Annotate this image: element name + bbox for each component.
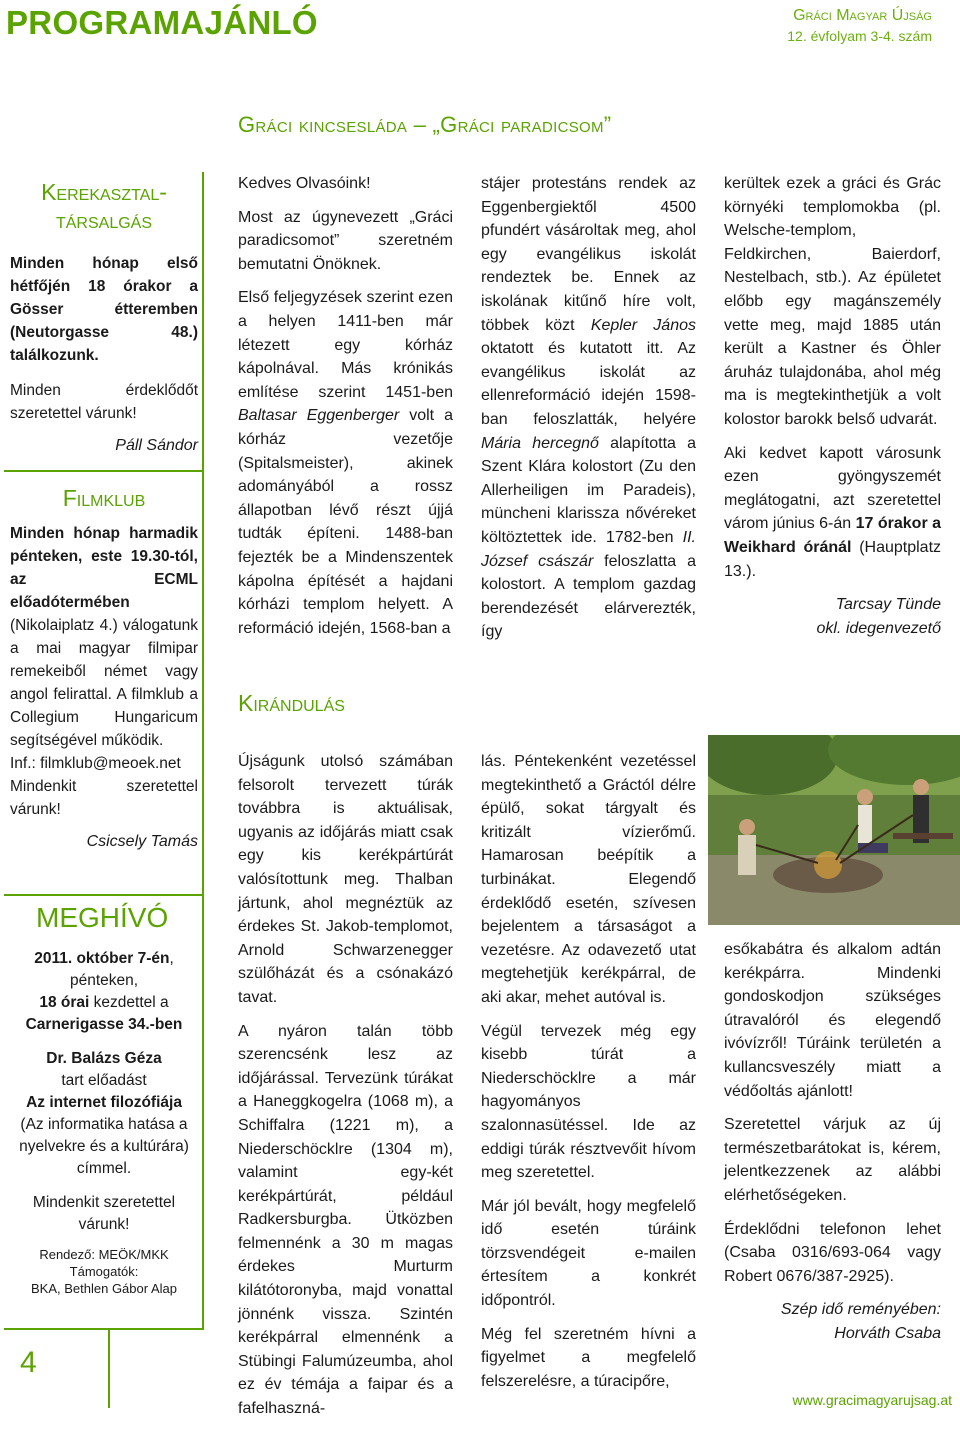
kerekasztal-title <box>10 178 198 234</box>
page-title: PROGRAMAJÁNLÓ <box>6 4 318 41</box>
kirandulas-b3-p2: Szeretettel várjuk az új természetbarátokat is, kérem, jelentkezzenek az alábbi elérhetőségeken. <box>724 1116 941 1204</box>
article-c2-jozsef: II. József császár <box>481 528 696 570</box>
meghivo-date-bold: 2011. október 7-én <box>34 950 170 967</box>
kirandulas-b3-p3: Érdeklődni telefonon lehet (Csaba 0316/693-064 vagy Robert 0676/387-2925). <box>724 1220 941 1285</box>
article-history-cont <box>481 172 696 644</box>
kerekasztal-signature: Páll Sándor <box>115 437 198 454</box>
article-c2-c: alapította a Szent Klára kolostort (Zu den Allerheiligen im Paradeis), müncheni klarissza nővéreket költöztettek ide. 1782-ben <box>481 434 696 546</box>
article-greeting: Kedves Olvasóink! <box>238 175 371 192</box>
masthead <box>787 6 932 46</box>
kirandulas-column-1 <box>238 750 453 1431</box>
meghivo-organizer: Rendező: MEÖK/MKK <box>39 1247 169 1262</box>
article-c3-p2 <box>724 442 941 584</box>
meghivo-place: Carnerigasse 34.-ben <box>25 1016 183 1033</box>
kerekasztal-section <box>10 178 198 455</box>
meghivo-date-rest: , pénteken, <box>69 950 174 989</box>
kirandulas-column-3 <box>724 938 941 1346</box>
filmklub-description: (Nikolaiplatz 4.) válogatunk a mai magyar filmipar remekeiből német vagy angol felirattal. A filmklub a Collegium Hungaricum segítségével működik. <box>10 617 198 749</box>
article-c2-kepler: Kepler János <box>590 316 696 334</box>
filmklub-body <box>10 522 198 752</box>
meghivo-lecture-title: Az internet filozófiája <box>26 1094 182 1111</box>
kirandulas-b2-p1: lás. Péntekenként vezetéssel megtekinthető a Gráctól délre épülő, sokat tárgyalt és kritizált vízierőmű. Hamarosan beépítik a turbinákat. Elegendő érdeklődő esetén, szívesen bejelentem a társaságot a vezetésre. Az odavezető utat megtehetjük kerékpárral, de aki akar, mehet autóval is. <box>481 753 696 1006</box>
meghivo-time <box>10 992 198 1014</box>
article-column-2 <box>481 172 696 654</box>
kerekasztal-title-line1: Kerekasztal- <box>41 179 167 205</box>
campfire-photo-drawing <box>708 735 960 925</box>
meghivo-supporters: BKA, Bethlen Gábor Alap <box>31 1281 177 1296</box>
article-c3-p2-a: Aki kedvet kapott városunk ezen gyöngyszemét meglátogatni, azt szeretettel várom június 6-án <box>724 444 941 533</box>
meghivo-closing: Mindenkit szeretettel várunk! <box>32 1194 176 1233</box>
article-c3-p2-bold: 17 órakor a Weikhard óránál <box>724 515 942 556</box>
meghivo-time-rest: kezdettel a <box>89 994 169 1011</box>
kirandulas-signature-line2: Horváth Csaba <box>834 1324 941 1342</box>
article-c2-a: stájer protestáns rendek az Eggenbergiektől 4500 pfundért vásároltak meg, ahol egy evangélikus iskolát rendeztek be. Ennek az iskolának kitűnő híre volt, többek közt <box>481 175 696 334</box>
article-history-a: Első feljegyzések szerint ezen a helyen 1411-ben már létezett egy kórház kápolnával. Más krónikás említése szerint 1451-ben <box>238 289 453 401</box>
footer-url[interactable]: www.gracimagyarujsag.at <box>792 1392 952 1408</box>
sidebar-divider <box>4 894 202 896</box>
kirandulas-b1-p2: A nyáron talán több szerencsénk lesz az időjárással. Tervezünk túrákat a Haneggkogelra (1068 m), a Schiffalra (1221 m), a Niederschöcklre (1304 m), valamint egy-két kerékpártúrát, például Radkersburgba. Ütközben felmennénk a 30 m magas érdekes Murturm kilátótoronyba, majd vonattal jönnénk vissza. Szintén kerékpárral elmennénk a Stübingi Falumúzeumba, ahol ez év témája a faipar és a fafelhaszná- <box>238 1022 453 1418</box>
meghivo-time-bold: 18 órai <box>39 994 90 1011</box>
article-c3-p2-b: (Hauptplatz 13.). <box>724 538 942 580</box>
article-intro: Most az úgynevezett „Gráci paradicsomot” szeretném bemutatni Önöknek. <box>238 208 453 273</box>
meghivo-details <box>10 948 198 1297</box>
article-c2-b: oktatott és kutatott itt. Az evangélikus iskolát az ellenreformáció idején 1598-ban feloszlatták, helyére <box>481 340 696 428</box>
filmklub-info: Inf.: filmklub@meoek.net <box>10 755 181 772</box>
filmklub-schedule: Minden hónap harmadik pénteken, este 19.30-tól, az ECML előadótermében <box>10 525 198 611</box>
kirandulas-b2-p2: Végül tervezek még egy kisebb túrát a Niederschöcklre a már hagyományos szalonnasütéssel. Ide az eddigi túrák résztvevőit hívom meg szeretettel. <box>481 1022 696 1182</box>
article-history-name: Baltasar Eggenberger <box>238 407 400 425</box>
kirandulas-column-2 <box>481 750 696 1403</box>
article-column-3 <box>724 172 941 640</box>
article-signature-role: okl. idegenvezető <box>816 619 941 637</box>
kirandulas-title: Kirándulás <box>238 690 345 716</box>
kirandulas-b1-p1: Újságunk utolsó számában felsorolt tervezett túrák továbbra is aktuálisak, ugyanis az időjárás miatt csak egy kis kerékpártúrát valósítottunk meg. Thalban jártunk, ahol megnéztük az érdekes St. Jakob-templomot, Arnold Schwarzenegger szülőházát és a csónakázó tavat. <box>238 753 453 1006</box>
kerekasztal-invite: Minden érdeklődőt szeretettel várunk! <box>10 382 198 422</box>
kirandulas-b2-p3: Már jól bevált, hogy megfelelő idő esetén túráink törzsvendégeit e-mailen értesítem a konkrét időpontról. <box>481 1197 696 1310</box>
article-history <box>238 286 453 640</box>
article-c2-d: feloszlatta a kolostort. A templom gazdag berendezését elárverezték, így <box>481 552 696 641</box>
meghivo-date <box>10 948 198 992</box>
page-number: 4 <box>20 1346 37 1379</box>
campfire-photo <box>708 735 960 925</box>
publication-name: Gráci Magyar Újság <box>793 7 932 24</box>
kirandulas-b2-p4: Még fel szeretném hívni a figyelmet a megfelelő felszerelésre, a túracipőre, <box>481 1325 696 1390</box>
sidebar-divider <box>4 470 202 472</box>
kirandulas-b3-p1: esőkabátra és alkalom adtán kerékpárra. Mindenki gondoskodjon szükséges útravalóról és elegendő ivóvízről! Túráink területén a kullancsveszély miatt a védőoltás ajánlott! <box>724 941 941 1100</box>
meghivo-speaker: Dr. Balázs Géza <box>46 1050 162 1067</box>
meghivo-supporters-label: Támogatók: <box>69 1264 139 1279</box>
issue-info: 12. évfolyam 3-4. szám <box>787 28 932 44</box>
article-history-b: volt a kórház vezetője (Spitalsmeister), akinek adományából a rossz állapotban lévő részt újjá tudták építeni. 1488-ban fejezték be a Mindenszentek kápolna építését a hajdani kórházi templom helyett. A reformáció idején, 1568-ban a <box>238 407 454 637</box>
article-column-1 <box>238 172 453 650</box>
meghivo-section <box>10 902 198 1297</box>
filmklub-title: Filmklub <box>62 485 146 511</box>
kirandulas-signature-line1: Szép idő reményében: <box>780 1301 941 1319</box>
filmklub-signature: Csicsely Tamás <box>86 833 198 850</box>
kerekasztal-title-line2: társalgás <box>55 207 153 233</box>
filmklub-closing: Mindenkit szeretettel várunk! <box>10 778 198 818</box>
article-signature-name: Tarcsay Tünde <box>835 596 941 614</box>
section-title: Gráci kincsesláda – „Gráci paradicsom” <box>238 112 612 137</box>
meghivo-title: MEGHÍVÓ <box>36 902 169 933</box>
article-c2-maria: Mária hercegnő <box>481 434 599 452</box>
meghivo-subtitle: (Az informatika hatása a nyelvekre és a kultúrára) címmel. <box>19 1116 189 1177</box>
meghivo-action: tart előadást <box>61 1072 147 1089</box>
filmklub-section <box>10 484 198 851</box>
article-c3-p1: kerültek ezek a gráci és Grác környéki templomokba (pl. Welsche-templom, Feldkirchen, Baierdorf, Nestelbach, stb.). Az épületet előbb egy magánszemély vette meg, majd 1885 után került a Kastner és Öhler áruház tulajdonába, ahol még ma is megtekinthetjük a volt kolostor barokk belső udvarát. <box>724 175 941 428</box>
kerekasztal-schedule: Minden hónap első hétfőjén 18 órakor a Gösser étteremben (Neutorgasse 48.) találkozunk. <box>10 255 198 364</box>
